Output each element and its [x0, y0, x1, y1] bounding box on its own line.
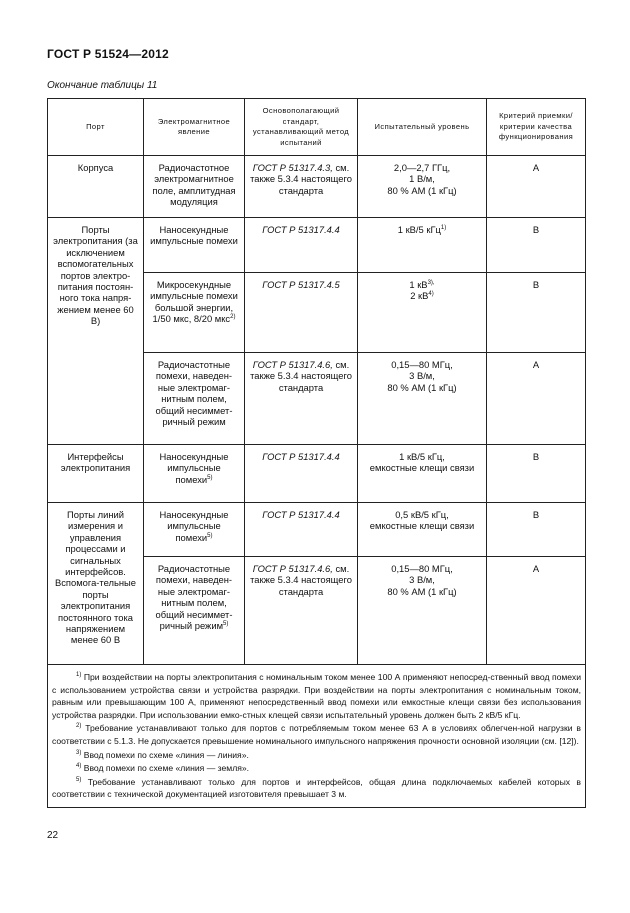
- footnote: $^{2)}$ Требование устанавливают только для портов с потребляемым током менее 63 А в условиях облегчен-ной нагрузки в соответствии с 5.1.3. Не допускается превышение номинального импульсного напряжения прочности основной изоляции (см. [12]).: [52, 723, 581, 746]
- phenomenon-cell: Радиочастотное электромагнитное поле, амплитудная модуляция: [144, 156, 245, 218]
- standard-cell: ГОСТ Р 51317.4.5: [245, 273, 358, 353]
- column-header-standard: Основополагающий стандарт, устанавливающий метод испытаний: [245, 99, 358, 156]
- standard-cell: ГОСТ Р 51317.4.4: [245, 503, 358, 557]
- standard-cell: ГОСТ Р 51317.4.4: [245, 445, 358, 503]
- phenomenon-cell: Наносекундные импульсные помехи$^{5)}$: [144, 445, 245, 503]
- port-cell: Порты линий измерения и управления процессами и сигнальных интерфейсов. Вспомога-тельные порты электропитания постоянного тока напряжением менее 60 В: [48, 503, 144, 665]
- criterion-cell: A: [487, 557, 586, 665]
- standard-cell: ГОСТ Р 51317.4.4: [245, 218, 358, 273]
- port-cell: Порты электропитания (за исключением вспомогательных портов электро-питания постоян-ного тока напря-жением менее 60 В): [48, 218, 144, 445]
- port-cell: Интерфейсы электропитания: [48, 445, 144, 503]
- level-cell: 1 $кВ^{3),}$ 2 $кВ^{4)}$: [358, 273, 487, 353]
- criterion-cell: B: [487, 218, 586, 273]
- phenomenon-cell: Наносекундные импульсные помехи$^{5)}$: [144, 503, 245, 557]
- footnote: $^{1)}$ При воздействии на порты электропитания с номинальным током менее 100 А применяют непосред-ственный ввод помехи с использованием устройства связи и устройства разрядки. При воздействии на порты электропитания с номинальным током, равным или превышающим 100 А, применяют непосредственный ввод помехи или емкостные клещи связи без использования устройства разрядки. При использовании емко-стных клещей связи испытательный уровень должен быть 2 кВ/5 кГц.: [52, 672, 581, 720]
- standard-cell: ГОСТ Р 51317.4.3, см. также 5.3.4 настоящего стандарта: [245, 156, 358, 218]
- column-header-level: Испытательный уровень: [358, 99, 487, 156]
- column-header-phenomenon: Электромагнитное явление: [144, 99, 245, 156]
- level-cell: 0,5 кВ/5 кГц, емкостные клещи связи: [358, 503, 487, 557]
- header-row: [48, 99, 586, 156]
- column-header-criterion: Критерий приемки/ критерии качества функционирования: [487, 99, 586, 156]
- level-cell: 1 кВ/5 кГц$^{1)}$: [358, 218, 487, 273]
- criterion-cell: A: [487, 156, 586, 218]
- criterion-cell: B: [487, 445, 586, 503]
- footnotes-cell: [48, 665, 586, 808]
- standard-cell: ГОСТ Р 51317.4.6, см. также 5.3.4 настоящего стандарта: [245, 353, 358, 445]
- port-cell: Корпуса: [48, 156, 144, 218]
- column-header-port: Порт: [48, 99, 144, 156]
- footnotes-row: [48, 665, 586, 808]
- table-row: [48, 156, 586, 218]
- criterion-cell: A: [487, 353, 586, 445]
- table-row: [48, 445, 586, 503]
- table-row: [48, 218, 586, 273]
- document-title: ГОСТ Р 51524—2012: [47, 47, 169, 61]
- level-cell: 0,15—80 МГц, 3 В/м, 80 % АМ (1 кГц): [358, 353, 487, 445]
- footnote: $^{3)}$ Ввод помехи по схеме «линия — линия».: [76, 749, 249, 760]
- page-number: 22: [47, 830, 59, 841]
- footnote: $^{4)}$ Ввод помехи по схеме «линия — земля».: [76, 763, 250, 774]
- level-cell: 2,0—2,7 ГГц, 1 В/м, 80 % АМ (1 кГц): [358, 156, 487, 218]
- phenomenon-cell: Наносекундные импульсные помехи: [144, 218, 245, 273]
- table-row: [48, 503, 586, 557]
- level-cell: 1 кВ/5 кГц, емкостные клещи связи: [358, 445, 487, 503]
- phenomenon-cell: Микросекундные импульсные помехи большой энергии, 1/50 мкс, 8/20 мкс$^{2)}$: [144, 273, 245, 353]
- criterion-cell: B: [487, 273, 586, 353]
- emc-test-table: [47, 98, 586, 808]
- phenomenon-cell: Радиочастотные помехи, наведен-ные электромаг-нитным полем, общий несиммет-ричный режим: [144, 353, 245, 445]
- table-caption: Окончание таблицы 11: [47, 80, 158, 91]
- criterion-cell: B: [487, 503, 586, 557]
- standard-cell: ГОСТ Р 51317.4.6, см. также 5.3.4 настоящего стандарта: [245, 557, 358, 665]
- footnote: $^{5)}$ Требование устанавливают только для портов и интерфейсов, общая длина подключаемых кабелей которых в соответствии с технической документацией изготовителя превышает 3 м.: [52, 776, 581, 800]
- level-cell: 0,15—80 МГц, 3 В/м, 80 % АМ (1 кГц): [358, 557, 487, 665]
- phenomenon-cell: Радиочастотные помехи, наведен-ные электромаг-нитным полем, общий несиммет-ричный режим$^{5)}$: [144, 557, 245, 665]
